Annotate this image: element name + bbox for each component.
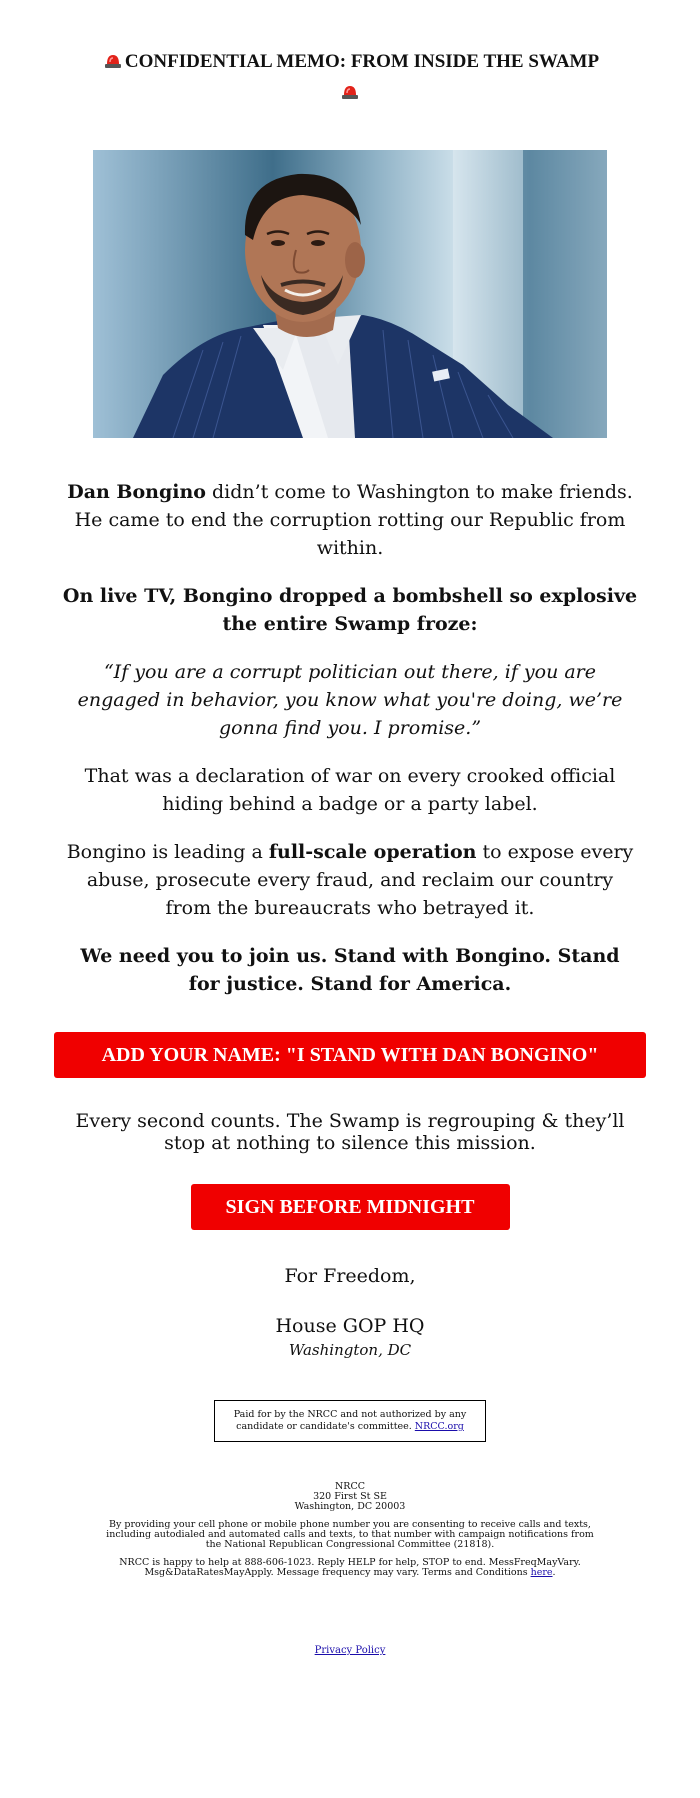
footer-help-text bbox=[98, 1558, 602, 1578]
intro-name: Dan Bongino bbox=[67, 481, 206, 503]
signature-org: House GOP HQ bbox=[275, 1315, 425, 1337]
terms-here-link[interactable]: here bbox=[530, 1567, 553, 1578]
footer-consent-text: By providing your cell phone or mobile phone number you are consenting to receive calls and texts, including autodialed and automated calls and texts, to that number with campaign notifications from the National Republican Congressional Committee (21818). bbox=[106, 1519, 594, 1550]
paid-for-disclaimer bbox=[214, 1400, 486, 1442]
help-end: . bbox=[552, 1567, 556, 1578]
privacy-policy-row bbox=[0, 1646, 700, 1656]
join-paragraph: We need you to join us. Stand with Bongino. Stand for justice. Stand for America. bbox=[80, 945, 620, 995]
intro-paragraph bbox=[62, 478, 638, 562]
bombshell-paragraph: On live TV, Bongino dropped a bombshell so explosive the entire Swamp froze: bbox=[62, 585, 638, 635]
declaration-paragraph: That was a declaration of war on every crooked official hiding behind a badge or a party label. bbox=[84, 765, 616, 815]
privacy-policy-link[interactable]: Privacy Policy bbox=[314, 1645, 386, 1656]
footer-city: Washington, DC 20003 bbox=[294, 1501, 406, 1512]
disclaimer-text: Paid for by the NRCC and not authorized by any candidate or candidate's committee. bbox=[233, 1409, 467, 1432]
operation-text-start: Bongino is leading a bbox=[66, 841, 269, 863]
urgency-paragraph: Every second counts. The Swamp is regrouping & they’ll stop at nothing to silence this mission. bbox=[75, 1110, 625, 1154]
add-your-name-button[interactable]: ADD YOUR NAME: "I STAND WITH DAN BONGINO" bbox=[54, 1032, 646, 1078]
footer bbox=[0, 1482, 700, 1656]
police-siren-icon bbox=[103, 50, 123, 79]
memo-title-text: CONFIDENTIAL MEMO: FROM INSIDE THE SWAMP bbox=[124, 51, 600, 72]
signature-location: Washington, DC bbox=[288, 1341, 412, 1359]
email-body bbox=[0, 48, 700, 1656]
memo-title bbox=[60, 48, 640, 110]
intro-text: didn’t come to Washington to make friends. He came to end the corruption rotting our Republic from within. bbox=[74, 481, 633, 559]
nrcc-link[interactable]: NRCC.org bbox=[414, 1421, 464, 1432]
police-siren-icon bbox=[340, 81, 360, 110]
operation-text-end: to expose every abuse, prosecute every fraud, and reclaim our country from the bureaucrats who betrayed it. bbox=[86, 841, 634, 919]
quote-paragraph: “If you are a corrupt politician out there, if you are engaged in behavior, you know what you're doing, we’re gonna find you. I promise.” bbox=[77, 661, 623, 739]
sign-before-midnight-button[interactable]: SIGN BEFORE MIDNIGHT bbox=[191, 1184, 510, 1230]
operation-text-bold: full-scale operation bbox=[268, 841, 477, 863]
hero-photo bbox=[93, 150, 607, 438]
operation-paragraph bbox=[62, 838, 638, 922]
footer-org-name: NRCC bbox=[334, 1481, 365, 1492]
signature-closing: For Freedom, bbox=[284, 1265, 416, 1287]
help-text: NRCC is happy to help at 888-606-1023. Reply HELP for help, STOP to end. MessFreqMayVary. Msg&DataRatesMayApply. Message frequency may vary. Terms and Conditions bbox=[119, 1557, 581, 1578]
footer-street: 320 First St SE bbox=[313, 1491, 387, 1502]
